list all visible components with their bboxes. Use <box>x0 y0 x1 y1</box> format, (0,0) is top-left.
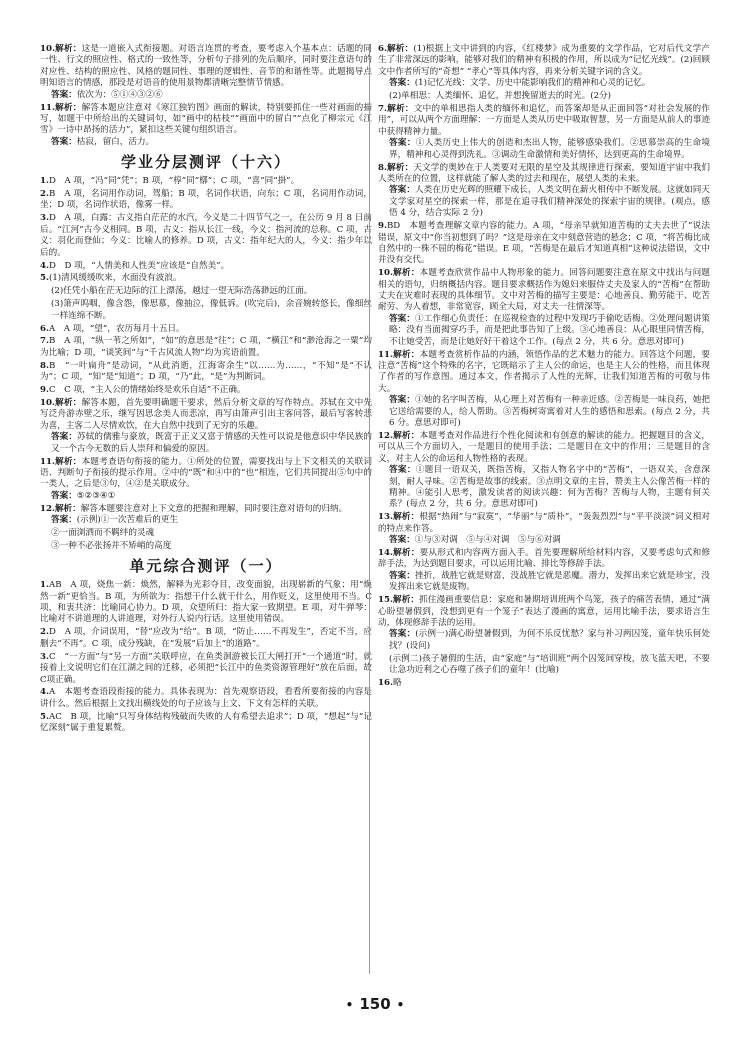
answer-item <box>40 189 372 212</box>
answer-item <box>40 176 372 187</box>
right-column <box>378 44 710 691</box>
item-text: A 本题考查语段衔接的能力。具体表现为：首先观察语段，看看所要衔接的内容是讲什么。然后根据上文找出横线处的句子应该与上文、下文有怎样的关联。 <box>40 687 372 709</box>
answer-item <box>40 687 372 710</box>
answer-item <box>40 398 372 455</box>
item-text: (2)单相思：人类缅怀、追忆，并想挽留逝去的时光。(2分) <box>389 91 612 102</box>
answer-text: ⑤②③④① <box>76 490 116 501</box>
item-text: ②一面浏洒而不羁绊的灵魂 <box>51 527 155 538</box>
answer-item <box>378 44 710 90</box>
answer-label: 答案： <box>389 78 415 89</box>
answer-item <box>40 385 372 396</box>
item-text: 本题考查欣赏作品中人物形象的能力。回答问题要注意在原文中找出与问题相关的语句，归纳概括内容。题目要求概括作为媳妇来服侍丈夫及家人的“苦梅”在帮助丈夫在灾难时表现的具体细节。文中对苦梅的描写主要是：心地善良、勤劳能干、吃苦耐劳、为人着想，非常宽容，顾全大局，对丈夫一往情深等。 <box>378 268 710 313</box>
item-number: 4. <box>40 260 49 271</box>
answer-label: 答案： <box>51 432 78 443</box>
answer-item <box>40 103 372 149</box>
answer-item <box>378 163 710 220</box>
section-title: 学业分层测评（十六） <box>120 153 291 172</box>
analysis-label: 解析： <box>54 456 82 467</box>
item-text: A A 项，“望”，农历每月十五日。 <box>48 323 185 334</box>
answer-item <box>378 654 710 677</box>
answer-item <box>40 580 372 626</box>
answer-item <box>40 652 372 686</box>
analysis-label: 解析： <box>386 104 414 115</box>
item-number: 14. <box>378 547 393 558</box>
column-divider <box>369 44 370 974</box>
answer-item <box>40 213 372 259</box>
item-number: 8. <box>378 162 387 173</box>
answer-item <box>40 361 372 384</box>
analysis-label: 解析： <box>54 102 82 113</box>
item-text: 抓住漫画重要信息：家庭和暑期培训班两个鸟笼，孩子的痛苦表情，通过“满心盼望暑假到，没想到更有一个笼子”表达了漫画的寓意，运用比喻手法，要求语言生动，体现修辞手法的运用。 <box>378 595 710 628</box>
item-text: (示例二)孩子暑假的生活，由“家庭”与“培训班”两个囚笼间穿梭，放飞蓝天吧，不要让急功近利之心吞噬了孩子们的童年！(比喻) <box>389 653 710 676</box>
item-number: 1. <box>40 580 49 591</box>
answer-label: 答案： <box>389 185 416 196</box>
page-number-dot-right: • <box>396 998 405 1012</box>
item-number: 6. <box>40 323 49 334</box>
analysis-label: 解析： <box>392 268 420 279</box>
answer-item <box>40 504 372 527</box>
item-text: C C 项，“主人公的情绪始终是欢乐自适”不正确。 <box>48 385 246 396</box>
answer-label: 答案： <box>389 465 416 476</box>
answer-item <box>378 268 710 348</box>
item-text: AB A 项，烧焦一新：焕然，解释为光彩夺目，改变面貌，出现崭新的气象；用“焕然一新”更恰当。B 项，为所欲为：指想干什么就干什么，用作贬义，这里使用不当。C 项，和衷共济：比喻同心协力。D 项，众望所归：指大家一致期望。E 项，对牛弹琴：比喻对不讲道理的人讲道理，对外行人说内行话。这里使用错误。 <box>40 580 372 625</box>
item-number: 10. <box>378 268 393 279</box>
analysis-label: 解析： <box>392 595 420 606</box>
item-number: 5. <box>40 273 49 284</box>
answer-item <box>378 91 710 102</box>
answer-text: 枯寂，留白，活力。 <box>76 136 155 147</box>
item-number: 9. <box>378 221 387 232</box>
item-number: 13. <box>378 512 393 523</box>
answer-text: 人类在历史光辉的照耀下成长，人类文明在薪火相传中不断发展。这就如同天文学家对星空的探索一样，那是在追寻我们精神深处的探索宇宙的规律。(观点，感悟 4 分，结合实际 2 分) <box>389 185 710 219</box>
answer-text: (示例一)满心盼望暑假到，为何不乐反忧愁？家与补习两囚笼，童年快乐何处找？(设问) <box>389 629 710 651</box>
item-text: ③一种不必张扬并不矫峭的高度 <box>51 540 172 551</box>
item-text: D A 项，白露：古义指白茫茫的水汽，今义是二十四节气之一，在公历 9 月 8 日前后。“江河”古今义相同。B 项，古义：指从长江一线，今义：指河流的总称。C 项，古义：羽化而登仙；今义：比喻人的修养。D 项，古义：指年纪大的人，今义：指少年以后的。 <box>40 213 372 258</box>
answer-label: 答案： <box>51 515 77 526</box>
item-text: 略 <box>392 677 402 688</box>
item-text: 这是一道嵌入式衔接题。对语言连贯的考查，要考虑入个基本点：话题的同一性、行文的照应性、格式的一致性等，分析句子排列的先后顺序，同时要注意语句的对应性、结构的照应性、风格的题同性、事理的逻辑性、音节的和谐性等。此题揭导点明知语言的情感，那段是对语音的使用景物都清晰完整情节情感。 <box>40 44 372 89</box>
analysis-label: 解析： <box>54 44 82 54</box>
answer-item <box>378 548 710 594</box>
answer-item <box>40 541 372 552</box>
answer-item <box>378 431 710 511</box>
item-number: 9. <box>40 385 49 396</box>
item-number: 4. <box>40 687 49 698</box>
answer-item <box>40 627 372 650</box>
item-number: 6. <box>378 44 387 54</box>
answer-item <box>378 678 710 689</box>
item-text: 文中的单相思指人类的缅怀和追忆，而答案却是从正面回答“对社会发展的作用”，可以从两个方面理解：一方面是人类从历史中吸取智慧，另一方面是从前人的事迹中获得精神力量。 <box>378 104 710 137</box>
answer-label: 答案： <box>51 490 77 501</box>
answer-item <box>378 104 710 161</box>
item-text: D A 项，介词误用，“替”应改为“给”。B 项，“防止……不再发生”，否定不当，应删去“不再”。C 项，成分残缺，在“发展”后加上“的道路”。 <box>40 627 372 649</box>
answer-text: 苏轼的儒雅与豪放，既富于正义又富于情感的天性可以说是他意识中华民族的又一个古今无数的后人崇拜和偏爱的原因。 <box>51 432 372 454</box>
page-number-dot-left: • <box>345 998 354 1012</box>
answer-text: (示例)①一次苦难后的更生 <box>76 515 179 526</box>
answer-label: 答案： <box>389 138 416 149</box>
item-text: B A 项，名词用作动词，驾船；B 项，名词作状语，向东；C 项，名词用作动词，坐；D 项，名词作状语，像雾一样。 <box>40 189 372 211</box>
analysis-label: 解析： <box>392 547 420 558</box>
item-number: 2. <box>40 189 49 200</box>
answer-text: ①工作细心负责任：在巡视检查的过程中发现巧手偷吃话梅。②处理问题讲策略：没有当面揭穿巧手，而是把此事告知了上级。③心地善良：从心眼里同情苦梅，不让她受苦，而是让她好好干着这个工作。(每点 2 分，共 6 分。意思对即可) <box>389 313 710 347</box>
analysis-label: 解析： <box>392 512 420 523</box>
left-column <box>40 44 372 736</box>
answer-item <box>40 712 372 735</box>
item-text: (2)任凭小船在茫无边际的江上漂荡，越过一望无际浩荡渺远的江面。 <box>51 286 313 297</box>
item-text: C “一方面”与“另一方面”关联呼应，在鱼类洄游被长江大闸打开“一个通道”时，就接着上文说明它们在江湖之间的迁移，必须把“长江中的鱼类资源管理好”放在后面，故C项正确。 <box>40 651 372 685</box>
item-number: 3. <box>40 213 49 224</box>
section-title: 单元综合测评（一） <box>129 557 283 576</box>
answer-item <box>40 324 372 335</box>
answer-label: 答案： <box>389 629 416 640</box>
item-text: 解答本题，首先要明确题干要求，然后分析文章的写作特点。苏轼在文中先写泛舟游赤壁之乐，继写因思念美人而悲凉，再写由箫声引出主客问答，最后写客转悲为喜，主客二人尽情欢饮，在大自然中找到了无穷的乐趣。 <box>40 397 372 431</box>
answer-item <box>40 299 372 322</box>
page-number <box>0 995 750 1013</box>
analysis-label: 解析： <box>386 44 414 54</box>
item-text: B “一叶扁舟”是动词，“从此消逝，江海寄余生”以……为……，“不知”是“不认为”；C 项，“知”是“知道”；D 项，“乃”此，“是”为判断词。 <box>40 360 372 383</box>
answer-label: 答案： <box>389 535 415 546</box>
analysis-label: 解析： <box>54 503 81 514</box>
answer-item <box>378 350 710 430</box>
answer-item <box>40 273 372 284</box>
item-number: 12. <box>40 503 55 514</box>
item-number: 10. <box>40 397 55 408</box>
item-number: 11. <box>40 456 55 467</box>
item-number: 11. <box>378 349 393 360</box>
item-number: 3. <box>40 651 49 662</box>
answer-item <box>378 595 710 652</box>
item-text: 本题考查语句衔接的能力。①所处的位置，需要找出与上下文相关的关联词语、判断句子衔接的提示作用。②中的“既”和④中的“也”相连，它们共同提出⑤句中的一类人，之后是③句，④②是关联成分。 <box>40 456 372 490</box>
item-text: 根据“热闹”与“寂寞”，“华丽”与“质朴”，“轰轰烈烈”与“平平淡淡”词义相对的特点来作答。 <box>378 512 710 534</box>
item-number: 5. <box>40 711 49 722</box>
answer-text: 依次为：⑤①④③②⑥ <box>76 89 163 100</box>
page-number-value: 150 <box>359 995 391 1013</box>
answer-text: ①她的名字叫苦梅，从心理上对苦梅有一种亲近感。②苦梅是一味良药，她把它送给需要的人，给人帮助。③苦梅树寄寓着对人生的感悟和思索。(每点 2 分，共 6 分。意思对即可) <box>389 395 710 428</box>
item-number: 11. <box>40 102 55 113</box>
item-text: 解答本题要注意对上下文意的把握和理解，同时要注意对语句的归纳。 <box>80 503 348 514</box>
answer-item <box>378 512 710 546</box>
answer-item <box>40 44 372 101</box>
answer-text: (1)记忆光线：文学、历史中能影响我们的精神和心灵的记忆。 <box>414 78 651 89</box>
item-text: 天文学的奥妙在于人类要对无限的星空及其规律进行探索，要知道宇宙中我们人类所在的位置，这样就能了解人类的过去和现在，展望人类的未来。 <box>378 162 710 184</box>
item-text: B A 项，“纵一苇之所如”，“如”的意思是“往”；C 项，“横江”和“渺沧海之一粟”均为比喻；D 项，“谈笑间”与“千古风流人物”均为宾语前置。 <box>40 336 372 358</box>
analysis-label: 解析： <box>386 162 414 173</box>
answer-text: 挫折，战胜它就是财富，没战胜它就是恶魔。潜力，发挥出来它就是珍宝，没发挥出来它就是废物。 <box>389 570 710 593</box>
item-text: 本题考查对作品进行个性化阅读和有创意的解读的能力。把握题目的含义，可以从三个方面切入，一是题目的使用手法；二是题目在文中的作用；三是题目的含义，对主人公的命运和人物性格的表现。 <box>378 430 710 464</box>
item-number: 8. <box>40 360 49 371</box>
answer-text: ①与③对调 ⑤与④对调 ⑤与⑥对调 <box>414 535 561 546</box>
item-number: 16. <box>378 677 393 688</box>
item-text: (1)清风缓缓吹来，水面没有波浪。 <box>48 273 182 284</box>
item-number: 1. <box>40 176 49 187</box>
item-number: 10. <box>40 44 55 54</box>
item-number: 15. <box>378 595 393 606</box>
analysis-label: 解析： <box>392 349 420 360</box>
item-text: AC B 项，比喻“只写身体结构残破而失败的人有希望去追求”；D 项，“想起”与“记忆深刻”属于重复累赘。 <box>40 711 372 734</box>
answer-item <box>40 457 372 503</box>
answer-text: ①人类历史上伟大的创造和杰出人物，能够感染我们。②思慕崇高的生命境界，精神和心灵得到洗礼。③调动生命激情和美好情怀，达到更高的生命境界。 <box>389 138 710 160</box>
answer-item <box>40 261 372 272</box>
item-text: BD 本题考查理解文章内容的能力。A 项，“母亲早就知道苦梅的丈夫去世了”说法错误，原文中“你当初想到了吗？”这是母亲在文中刻意营造的悬念；C 项，“将苦梅比成自然中的一株不屈的梅花”错误。E 项，“苦梅是在最后才知道真相”这种说法错误，文中并没有交代。 <box>378 221 710 266</box>
item-number: 12. <box>378 430 393 441</box>
answer-label: 答案： <box>389 570 416 581</box>
item-text: (1)根据上文中讲到的内容，《红楼梦》成为重要的文学作品，它对后代文学产生了非常深远的影响，能够对我们的精神有积极的作用，所以成为“记忆光线”。(2)回顾文中作者所写的“奇想” “孝心”等具体内容，再来分析关键字词的含义。 <box>378 44 710 77</box>
answer-item <box>378 221 710 267</box>
item-text: D A 项，“冯”同“凭”；B 项，“椁”同“槨”；C 项，“喜”同“掛”。 <box>48 176 300 187</box>
item-number: 2. <box>40 627 49 638</box>
answer-item <box>40 336 372 359</box>
item-text: D D 项，“人情美和人性美”应该是“自然美”。 <box>48 260 230 271</box>
answer-text: ①题目一语双关，既指苦梅，又指人物名字中的“苦梅”，一语双关，含意深刻，耐人寻味。②苦梅是故事的线索。③点明文章的主旨，赞美主人公像苦梅一样的精神。④能引人思考，激发读者的阅读兴趣：何为苦梅？苦梅与人物，主题有何关系？(每点 2 分，共 6 分。意思对即可) <box>389 465 710 510</box>
item-text: (3)箫声呜咽，像含怨，像思慕，像抽泣，像低诉。(吹完后)，余音婉转悠长，像细丝一样连绵不断。 <box>51 299 372 321</box>
answer-label: 答案： <box>51 136 77 147</box>
answer-label: 答案： <box>389 395 416 406</box>
answer-item <box>40 528 372 539</box>
analysis-label: 解析： <box>54 397 82 408</box>
answer-item <box>40 286 372 297</box>
item-text: 解答本题应注意对《寒江独钓图》画面的解读，特别要抓住一些对画面的描写，如题干中所给出的关键词句，如“画中的枯枝”“画面中的留白”“点化了柳宗元《江雪》一诗中昂扬的活力”，紧扣这些关键句组织语言。 <box>40 102 372 136</box>
item-number: 7. <box>378 104 387 115</box>
analysis-label: 解析： <box>392 430 420 441</box>
item-number: 7. <box>40 336 49 347</box>
answer-label: 答案： <box>51 89 77 100</box>
item-text: 本题考查赏析作品的内涵，领悟作品的艺术魅力的能力。回答这个问题，要注意“苦梅”这个特殊的名字，它既暗示了主人公的命运，也是主人公的性格，而且体现了作者的写作意图。通过本文，作者揭示了人性的光辉，让我们知道苦梅的可敬与伟大。 <box>378 349 710 394</box>
item-text: 要从形式和内容两方面入手。首先要理解所给材料内容，又要考虑句式和修辞手法，为达到题目要求，可以运用比喻、排比等修辞手法。 <box>378 547 710 570</box>
answer-label: 答案： <box>389 313 416 324</box>
